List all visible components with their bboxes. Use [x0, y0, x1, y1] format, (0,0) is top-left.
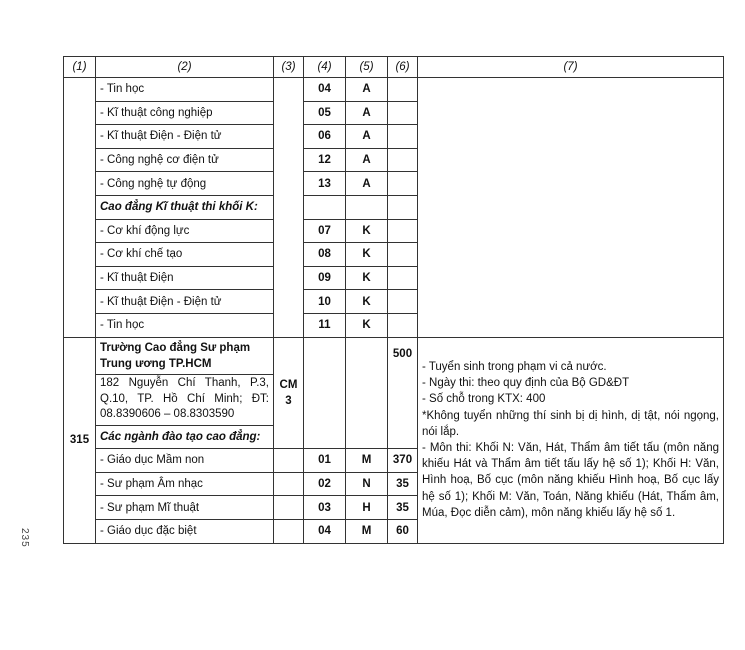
header-col-4: (4)	[304, 57, 346, 78]
empty-cell	[304, 195, 346, 219]
exam-block: H	[346, 496, 388, 520]
major-name: - Giáo dục Mầm non	[96, 449, 274, 473]
page-number: 235	[19, 528, 30, 548]
major-code: 04	[304, 519, 346, 543]
major-code: 05	[304, 101, 346, 125]
quota-cell	[388, 172, 418, 196]
exam-block: K	[346, 290, 388, 314]
school-code-line-1: CM	[279, 378, 298, 391]
major-code: 09	[304, 266, 346, 290]
major-code: 04	[304, 78, 346, 102]
school-number: 315	[64, 337, 96, 543]
header-col-6: (6)	[388, 57, 418, 78]
quota-cell	[388, 266, 418, 290]
major-name: - Sư phạm Mĩ thuật	[96, 496, 274, 520]
exam-block: K	[346, 219, 388, 243]
exam-block: K	[346, 266, 388, 290]
quota-cell	[388, 101, 418, 125]
school-quota: 500	[388, 337, 418, 449]
exam-block: A	[346, 172, 388, 196]
school-code-cell	[274, 78, 304, 338]
major-name: - Kĩ thuật công nghiệp	[96, 101, 274, 125]
exam-block: K	[346, 313, 388, 337]
empty-cell	[388, 195, 418, 219]
major-code: 01	[304, 449, 346, 473]
header-col-1: (1)	[64, 57, 96, 78]
note-line: - Môn thi: Khối N: Văn, Hát, Thẩm âm tiết tấu (môn năng khiếu Hát và Thẩm âm tiết tấu lấy hệ số 1); Khối H: Văn, Hình hoạ, Bố cục (môn năng khiếu Hình hoạ, Bố cục lấy hệ số 1); Khối M: Văn, Toán, Năng khiếu (Hát, Thẩm âm, Múa, Đọc diễn cảm), môn năng khiếu lấy hệ số 1.	[422, 442, 719, 519]
school-code-line-2: 3	[285, 394, 292, 407]
empty-cell	[274, 496, 304, 520]
major-quota: 370	[388, 449, 418, 473]
major-name: - Công nghệ tự động	[96, 172, 274, 196]
header-col-3: (3)	[274, 57, 304, 78]
exam-block: M	[346, 449, 388, 473]
major-quota: 60	[388, 519, 418, 543]
exam-block: M	[346, 519, 388, 543]
major-quota: 35	[388, 472, 418, 496]
header-col-7: (7)	[418, 57, 724, 78]
empty-cell	[274, 449, 304, 473]
section-heading-k: Cao đẳng Kĩ thuật thi khối K:	[96, 195, 274, 219]
admissions-table	[63, 56, 724, 544]
major-code: 03	[304, 496, 346, 520]
empty-cell	[304, 337, 346, 449]
quota-cell	[388, 78, 418, 102]
major-name: - Giáo dục đặc biệt	[96, 519, 274, 543]
exam-block: K	[346, 243, 388, 267]
school-code	[274, 337, 304, 449]
quota-cell	[388, 313, 418, 337]
note-line: *Không tuyển những thí sinh bị dị hình, dị tật, nói ngọng, nói lắp.	[422, 409, 719, 438]
major-name: - Tin học	[96, 78, 274, 102]
major-quota: 35	[388, 496, 418, 520]
major-code: 10	[304, 290, 346, 314]
major-name: - Kĩ thuật Điện	[96, 266, 274, 290]
notes-cell	[418, 78, 724, 338]
header-col-2: (2)	[96, 57, 274, 78]
major-name: - Kĩ thuật Điện - Điện tử	[96, 290, 274, 314]
quota-cell	[388, 243, 418, 267]
exam-block: A	[346, 148, 388, 172]
note-line: - Số chỗ trong KTX: 400	[422, 393, 546, 406]
quota-cell	[388, 219, 418, 243]
exam-block: N	[346, 472, 388, 496]
empty-cell	[346, 195, 388, 219]
quota-cell	[388, 290, 418, 314]
major-name: - Cơ khí động lực	[96, 219, 274, 243]
major-code: 13	[304, 172, 346, 196]
note-line: - Ngày thi: theo quy định của Bộ GD&ĐT	[422, 377, 630, 390]
school-notes	[418, 337, 724, 543]
quota-cell	[388, 148, 418, 172]
empty-cell	[274, 472, 304, 496]
major-code: 11	[304, 313, 346, 337]
section-heading-college: Các ngành đào tạo cao đẳng:	[96, 425, 274, 449]
school-address: 182 Nguyễn Chí Thanh, P.3, Q.10, TP. Hồ Chí Minh; ĐT: 08.8390606 – 08.8303590	[96, 374, 274, 425]
major-code: 07	[304, 219, 346, 243]
quota-cell	[388, 125, 418, 149]
table-row	[64, 78, 724, 102]
school-name: Trường Cao đẳng Sư phạm Trung ương TP.HCM	[96, 337, 274, 374]
major-code: 08	[304, 243, 346, 267]
major-code: 12	[304, 148, 346, 172]
exam-block: A	[346, 78, 388, 102]
school-number-cell	[64, 78, 96, 338]
exam-block: A	[346, 125, 388, 149]
empty-cell	[274, 519, 304, 543]
major-name: - Tin học	[96, 313, 274, 337]
exam-block: A	[346, 101, 388, 125]
empty-cell	[346, 337, 388, 449]
note-line: - Tuyển sinh trong phạm vi cả nước.	[422, 361, 607, 373]
header-row	[64, 57, 724, 78]
major-name: - Cơ khí chế tạo	[96, 243, 274, 267]
school-row	[64, 337, 724, 374]
major-code: 02	[304, 472, 346, 496]
major-code: 06	[304, 125, 346, 149]
major-name: - Sư phạm Âm nhạc	[96, 472, 274, 496]
major-name: - Kĩ thuật Điện - Điện tử	[96, 125, 274, 149]
header-col-5: (5)	[346, 57, 388, 78]
major-name: - Công nghệ cơ điện tử	[96, 148, 274, 172]
